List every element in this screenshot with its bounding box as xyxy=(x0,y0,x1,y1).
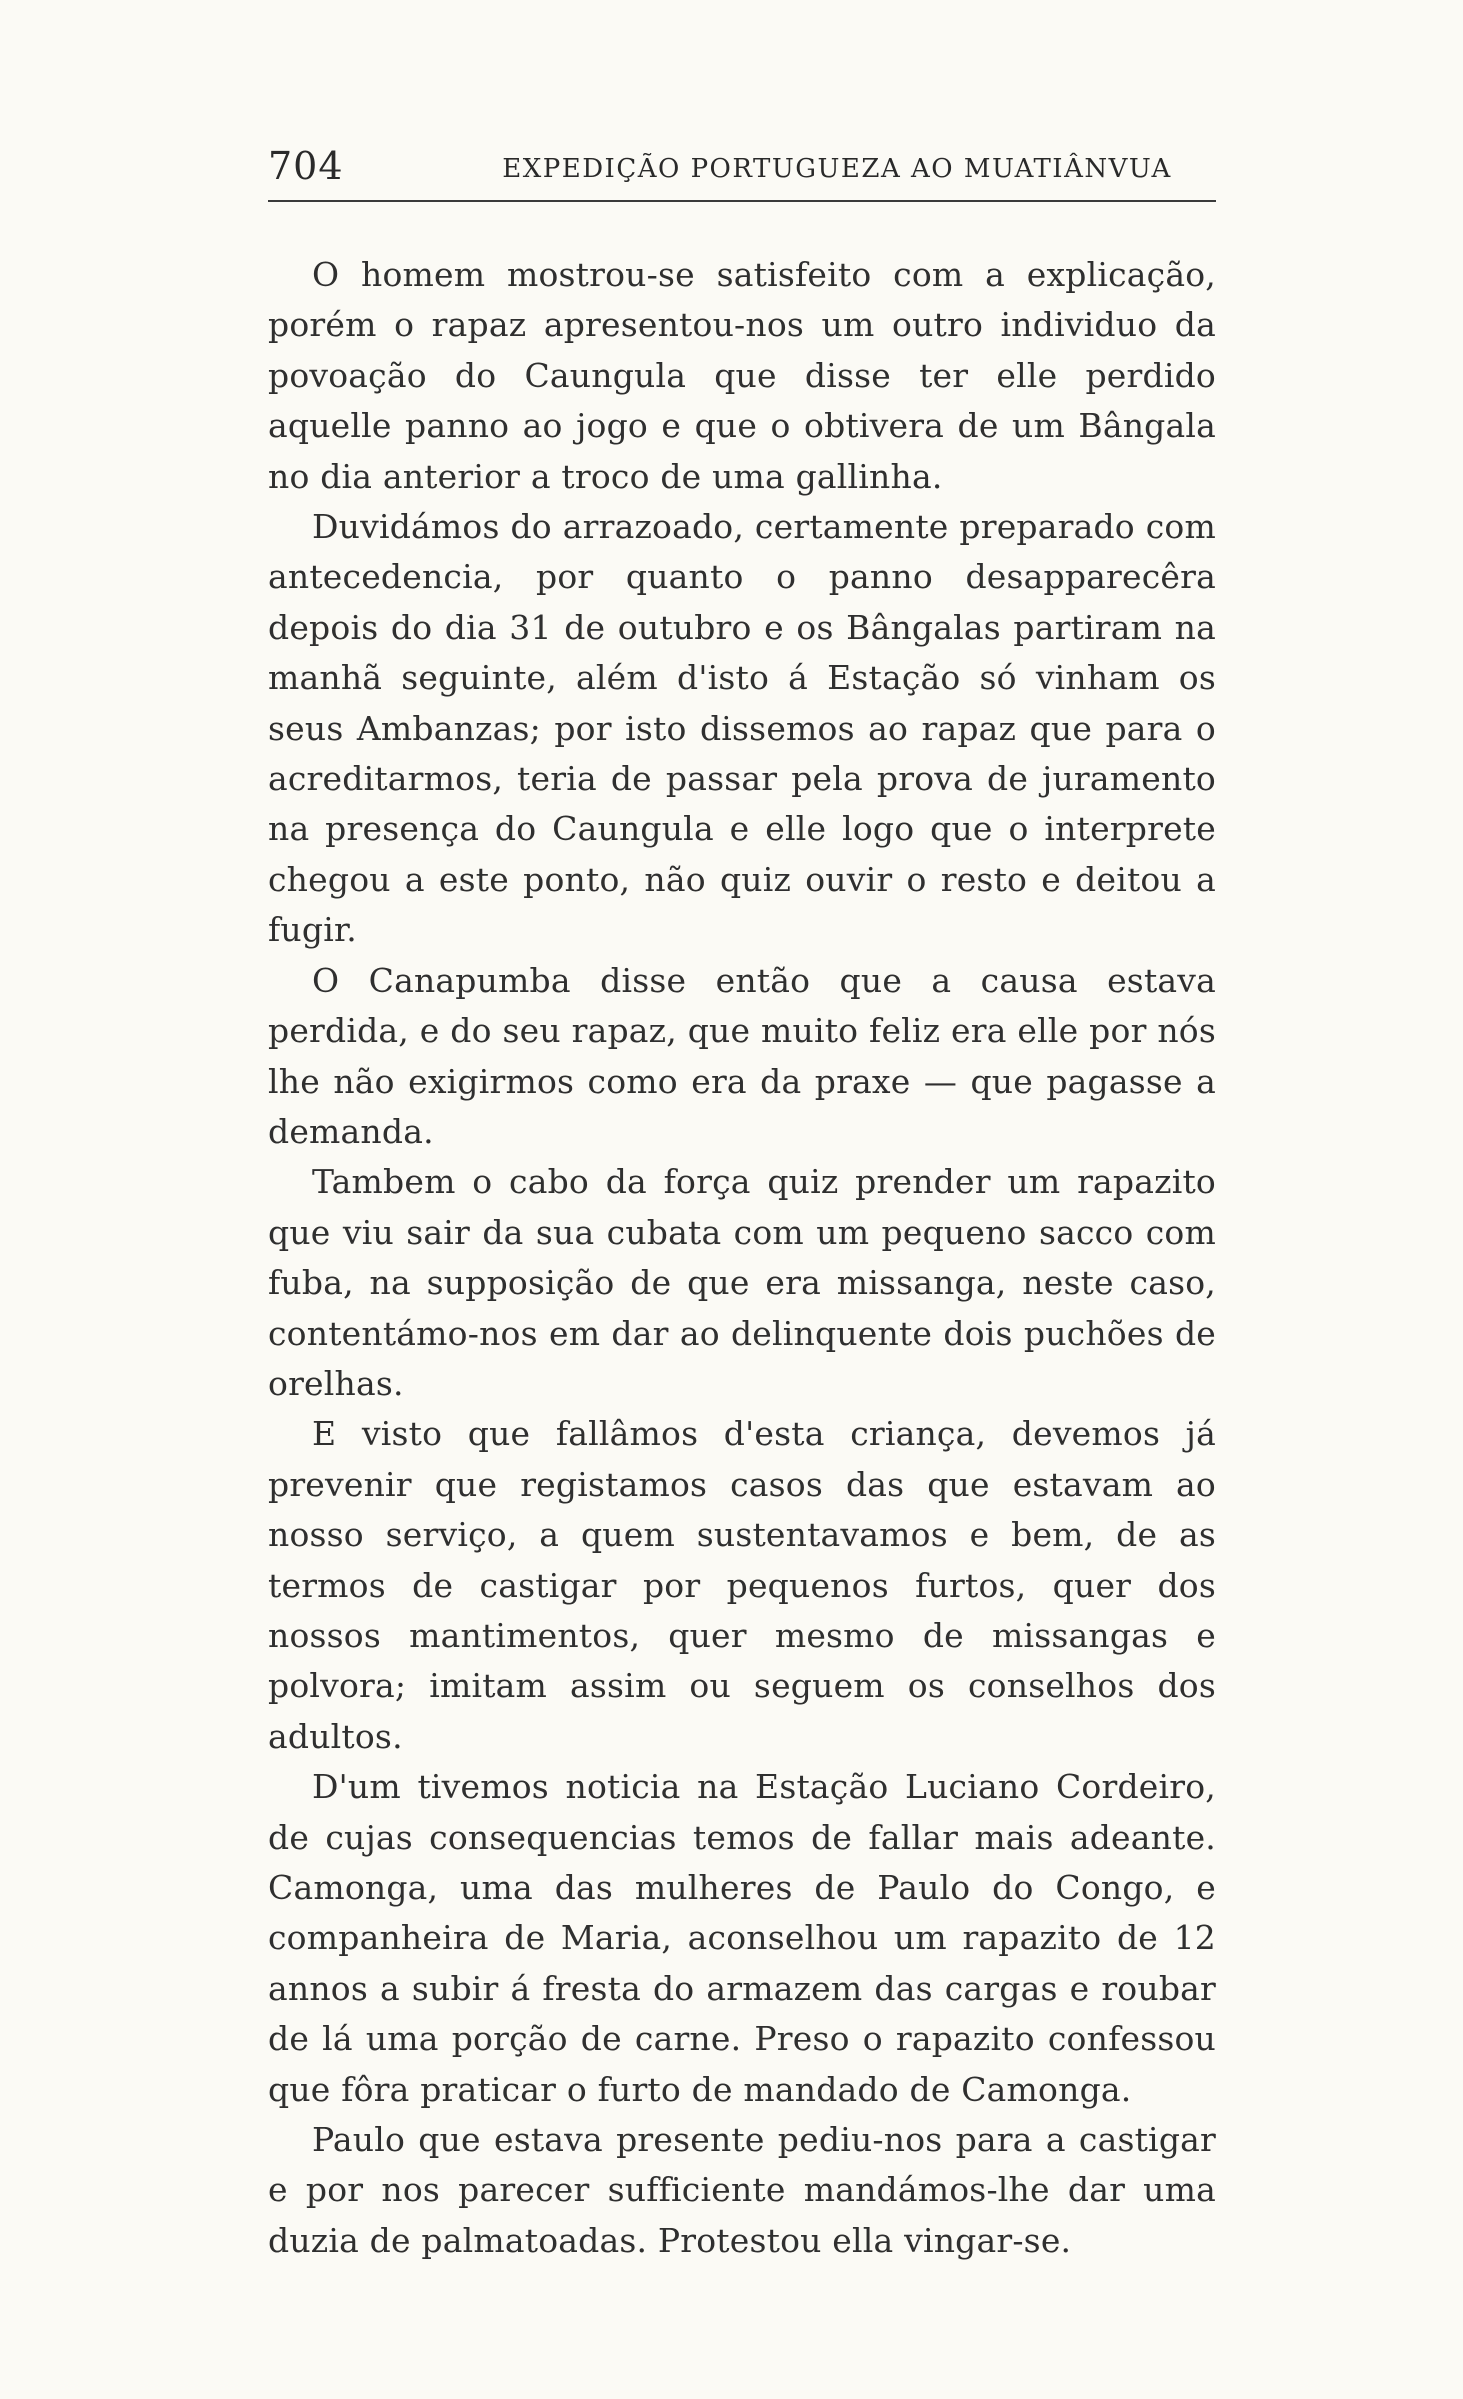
running-title: EXPEDIÇÃO PORTUGUEZA AO MUATIÂNVUA xyxy=(502,154,1172,184)
paragraph: O homem mostrou-se satisfeito com a explicação, porém o rapaz apresentou-nos um outro individuo da povoação do Caungula que disse ter elle perdido aquelle panno ao jogo e que o obtivera de um Bângala no dia anterior a troco de uma gallinha. xyxy=(268,255,1216,496)
running-header xyxy=(268,138,1216,202)
paragraph: Tambem o cabo da força quiz prender um rapazito que viu sair da sua cubata com um pequeno sacco com fuba, na supposição de que era missanga, neste caso, contentámo-nos em dar ao delinquente dois puchões de orelhas. xyxy=(268,1162,1216,1403)
paragraph: O Canapumba disse então que a causa estava perdida, e do seu rapaz, que muito feliz era elle por nós lhe não exigirmos como era da praxe — que pagasse a demanda. xyxy=(268,960,1216,1151)
paragraph: Duvidámos do arrazoado, certamente preparado com antecedencia, por quanto o panno desapparecêra depois do dia 31 de outubro e os Bângalas partiram na manhã seguinte, além d'isto á Estação só vinham os seus Ambanzas; por isto dissemos ao rapaz que para o acreditarmos, teria de passar pela prova de juramento na presença do Caungula e elle logo que o interprete chegou a este ponto, não quiz ouvir o resto e deitou a fugir. xyxy=(268,507,1216,950)
paragraph: E visto que fallâmos d'esta criança, devemos já prevenir que registamos casos das que estavam ao nosso serviço, a quem sustentavamos e bem, de as termos de castigar por pequenos furtos, quer dos nossos mantimentos, quer mesmo de missangas e polvora; imitam assim ou seguem os conselhos dos adultos. xyxy=(268,1414,1216,1756)
paragraph: Paulo que estava presente pediu-nos para a castigar e por nos parecer sufficiente mandámos-lhe dar uma duzia de palmatoadas. Protestou ella vingar-se. xyxy=(268,2120,1216,2260)
paragraph: D'um tivemos noticia na Estação Luciano Cordeiro, de cujas consequencias temos de fallar mais adeante. Camonga, uma das mulheres de Paulo do Congo, e companheira de Maria, aconselhou um rapazito de 12 annos a subir á fresta do armazem das cargas e roubar de lá uma porção de carne. Preso o rapazito confessou que fôra praticar o furto de mandado de Camonga. xyxy=(268,1767,1216,2109)
body-text xyxy=(268,250,1216,2266)
page-number: 704 xyxy=(268,144,344,188)
